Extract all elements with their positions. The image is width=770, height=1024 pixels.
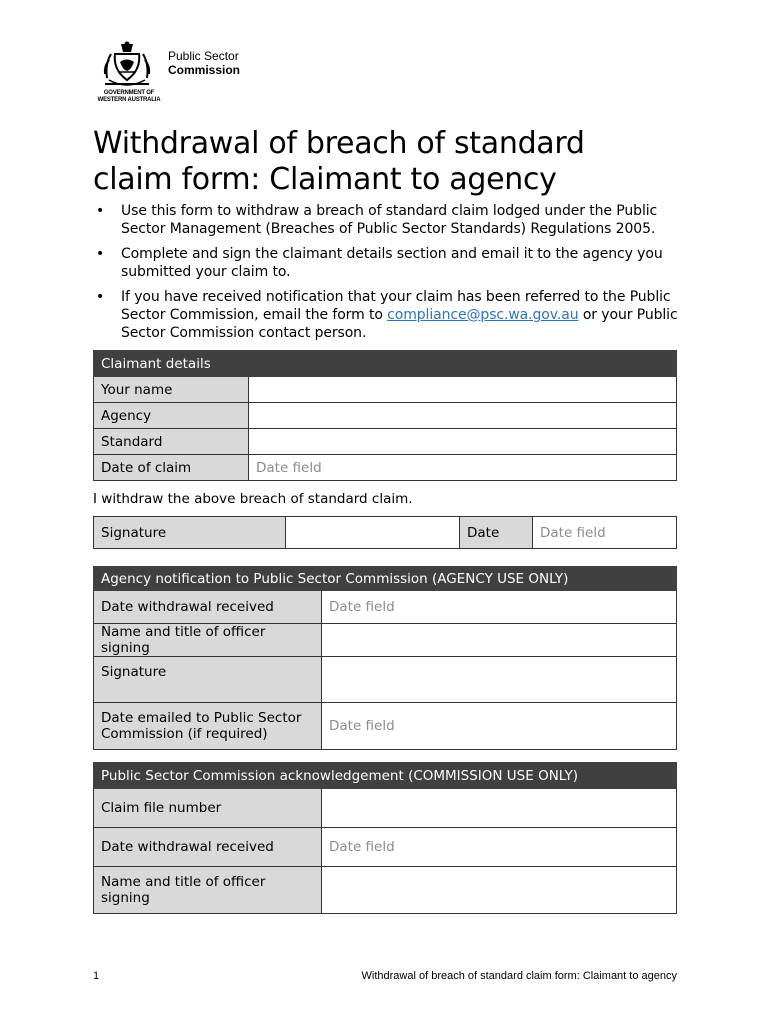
instruction-text-pre: If you have received notification that your claim has been referred to the Public Sector Commission, email the form to: [121, 289, 671, 323]
signature-field[interactable]: [286, 517, 460, 549]
table-row: [94, 517, 677, 549]
commission-date-received-field[interactable]: Date field: [322, 828, 677, 867]
date-of-claim-label: Date of claim: [94, 455, 249, 481]
date-of-claim-field[interactable]: Date field: [249, 455, 677, 481]
commission-acknowledgement-table: [93, 762, 677, 914]
table-row: [94, 867, 677, 914]
table-row: [94, 429, 677, 455]
agency-officer-name-label: Name and title of officer signing: [94, 624, 322, 657]
instruction-item: [93, 202, 693, 238]
footer-document-title: Withdrawal of breach of standard claim form: Claimant to agency: [361, 970, 677, 982]
table-row: [94, 403, 677, 429]
title-line-2: claim form: Claimant to agency: [93, 162, 557, 197]
date-label: Date: [460, 517, 533, 549]
government-text: [93, 90, 165, 104]
signature-label: Signature: [94, 517, 286, 549]
instructions-list: [93, 202, 693, 349]
table-row: [94, 657, 677, 703]
agency-date-emailed-label: Date emailed to Public Sector Commission (if required): [94, 703, 322, 750]
agency-label: Agency: [94, 403, 249, 429]
agency-signature-field[interactable]: [322, 657, 677, 703]
compliance-email-link[interactable]: compliance@psc.wa.gov.au: [387, 307, 579, 323]
bullet-icon: •: [96, 203, 105, 219]
claim-file-number-field[interactable]: [322, 789, 677, 828]
commission-officer-name-label: Name and title of officer signing: [94, 867, 322, 914]
your-name-field[interactable]: [249, 377, 677, 403]
agency-date-received-label: Date withdrawal received: [94, 591, 322, 624]
agency-date-emailed-field[interactable]: Date field: [322, 703, 677, 750]
title-line-1: Withdrawal of breach of standard: [93, 126, 585, 161]
gov-line-2: WESTERN AUSTRALIA: [97, 97, 161, 103]
instruction-item: [93, 245, 693, 281]
instruction-text-post: or your Public Sector Commission contact person.: [121, 307, 678, 341]
instruction-text: Complete and sign the claimant details section and email it to the agency you submitted your claim to.: [121, 246, 663, 280]
standard-field[interactable]: [249, 429, 677, 455]
table-row: [94, 828, 677, 867]
claimant-details-table: [93, 350, 677, 481]
gov-line-1: GOVERNMENT OF: [103, 90, 155, 96]
org-name-line1: Public Sector: [168, 49, 239, 63]
withdrawal-statement: I withdraw the above breach of standard claim.: [93, 491, 413, 507]
bullet-icon: •: [96, 246, 105, 262]
instruction-text: Use this form to withdraw a breach of standard claim lodged under the Public Sector Management (Breaches of Public Sector Standards) Regulations 2005.: [121, 203, 658, 237]
wa-coat-of-arms-icon: [101, 40, 153, 90]
bullet-icon: •: [96, 289, 105, 305]
claim-file-number-label: Claim file number: [94, 789, 322, 828]
psc-logo: [93, 38, 263, 108]
table-row: [94, 377, 677, 403]
claimant-details-header: Claimant details: [94, 351, 677, 377]
commission-officer-name-field[interactable]: [322, 867, 677, 914]
signature-table: [93, 516, 677, 549]
agency-notification-table: [93, 566, 677, 750]
your-name-label: Your name: [94, 377, 249, 403]
page-number: 1: [93, 970, 100, 982]
agency-signature-label: Signature: [94, 657, 322, 703]
standard-label: Standard: [94, 429, 249, 455]
table-row: [94, 703, 677, 750]
agency-date-received-field[interactable]: Date field: [322, 591, 677, 624]
agency-field[interactable]: [249, 403, 677, 429]
table-row: [94, 455, 677, 481]
commission-acknowledgement-header: Public Sector Commission acknowledgement (COMMISSION USE ONLY): [94, 763, 677, 789]
agency-notification-header: Agency notification to Public Sector Commission (AGENCY USE ONLY): [94, 567, 677, 591]
table-row: [94, 624, 677, 657]
org-name-line2: Commission: [168, 63, 241, 77]
signature-date-field[interactable]: Date field: [533, 517, 677, 549]
agency-officer-name-field[interactable]: [322, 624, 677, 657]
page-title: [93, 126, 683, 198]
table-row: [94, 789, 677, 828]
instruction-item: [93, 288, 693, 342]
table-row: [94, 591, 677, 624]
commission-date-received-label: Date withdrawal received: [94, 828, 322, 867]
